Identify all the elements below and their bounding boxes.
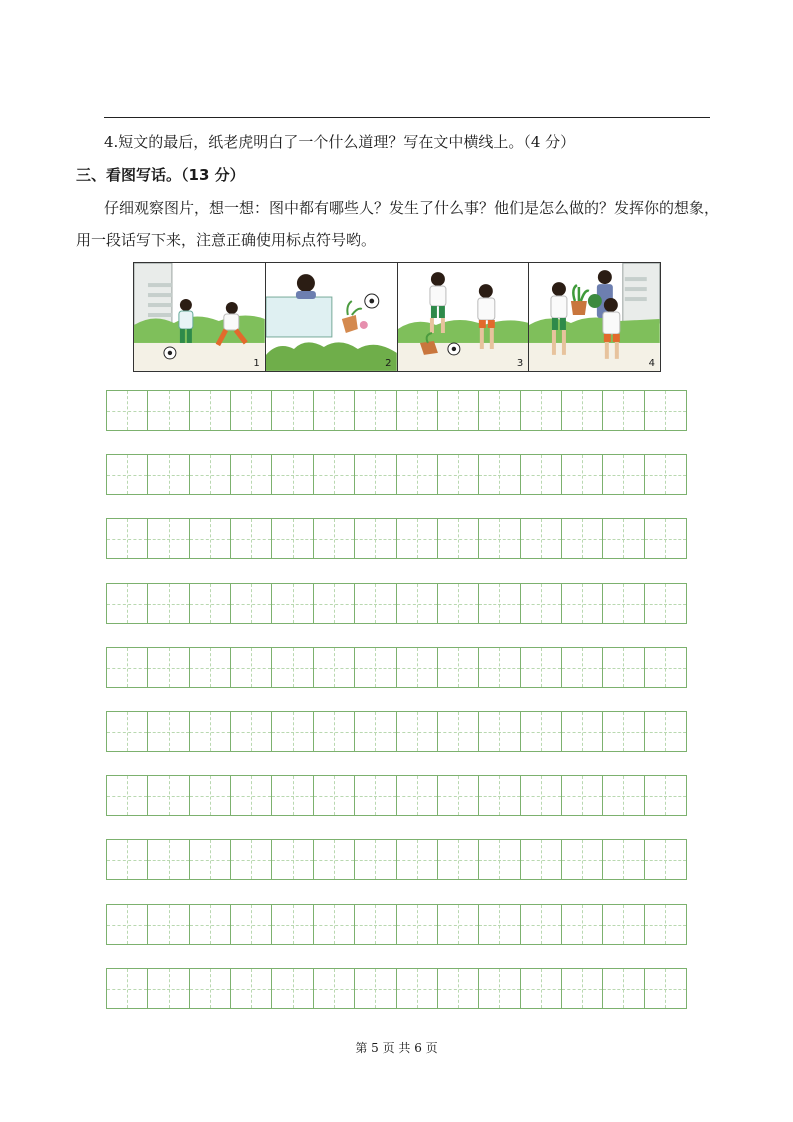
- writing-grid-cell[interactable]: [438, 712, 479, 751]
- writing-grid-cell[interactable]: [148, 905, 189, 944]
- writing-grid-cell[interactable]: [562, 840, 603, 879]
- writing-grid-cell[interactable]: [645, 648, 686, 687]
- writing-grid-row[interactable]: [106, 647, 687, 688]
- writing-grid-cell[interactable]: [397, 969, 438, 1008]
- writing-grid-cell[interactable]: [355, 776, 396, 815]
- picture-panel-1: [134, 263, 266, 371]
- writing-grid-cell[interactable]: [645, 712, 686, 751]
- writing-grid-cell[interactable]: [190, 519, 231, 558]
- writing-grid-cell[interactable]: [190, 455, 231, 494]
- writing-grid-row[interactable]: [106, 518, 687, 559]
- writing-grid-cell[interactable]: [231, 712, 272, 751]
- writing-grid-cell[interactable]: [645, 969, 686, 1008]
- writing-grid-cell[interactable]: [603, 519, 644, 558]
- writing-grid-cell[interactable]: [148, 648, 189, 687]
- writing-grid-cell[interactable]: [479, 519, 520, 558]
- writing-grid-cell[interactable]: [645, 391, 686, 430]
- writing-grid-row[interactable]: [106, 583, 687, 624]
- writing-grid-cell[interactable]: [603, 905, 644, 944]
- writing-grid-cell[interactable]: [355, 584, 396, 623]
- writing-grid-cell[interactable]: [107, 455, 148, 494]
- picture-panel-4: [529, 263, 660, 371]
- writing-grid-cell[interactable]: [397, 584, 438, 623]
- writing-grid-cell[interactable]: [355, 905, 396, 944]
- writing-grid-cell[interactable]: [521, 905, 562, 944]
- writing-grid-cell[interactable]: [148, 712, 189, 751]
- writing-grid-cell[interactable]: [107, 648, 148, 687]
- writing-grid-cell[interactable]: [397, 455, 438, 494]
- writing-grid-cell[interactable]: [521, 455, 562, 494]
- writing-grid-cell[interactable]: [148, 584, 189, 623]
- writing-grid-cell[interactable]: [603, 584, 644, 623]
- writing-grid-cell[interactable]: [562, 519, 603, 558]
- writing-grid-cell[interactable]: [272, 455, 313, 494]
- writing-grid-cell[interactable]: [231, 840, 272, 879]
- writing-grid-cell[interactable]: [603, 969, 644, 1008]
- question-4: 4.短文的最后，纸老虎明白了一个什么道理？写在文中横线上。（4 分）: [104, 133, 576, 151]
- writing-grid-cell[interactable]: [562, 391, 603, 430]
- writing-grid-cell[interactable]: [231, 905, 272, 944]
- writing-grid-cell[interactable]: [645, 519, 686, 558]
- page-footer: 第 5 页 共 6 页: [355, 1041, 438, 1055]
- writing-grid-cell[interactable]: [603, 391, 644, 430]
- writing-grid-cell[interactable]: [148, 969, 189, 1008]
- writing-grid-cell[interactable]: [107, 905, 148, 944]
- writing-grid-cell[interactable]: [562, 712, 603, 751]
- writing-grid-cell[interactable]: [314, 584, 355, 623]
- writing-grid-cell[interactable]: [272, 519, 313, 558]
- writing-grid-cell[interactable]: [562, 455, 603, 494]
- writing-grid-cell[interactable]: [521, 776, 562, 815]
- writing-grid-cell[interactable]: [479, 840, 520, 879]
- writing-grid-cell[interactable]: [314, 969, 355, 1008]
- writing-grid-cell[interactable]: [107, 712, 148, 751]
- writing-grid-cell[interactable]: [645, 840, 686, 879]
- panel-number: 1: [253, 358, 260, 369]
- writing-grid-cell[interactable]: [355, 712, 396, 751]
- broken-flowerpot-illustration: [398, 263, 529, 371]
- writing-grid-cell[interactable]: [355, 519, 396, 558]
- returning-flowerpot-illustration: [529, 263, 660, 371]
- writing-grid-cell[interactable]: [479, 712, 520, 751]
- writing-grid-cell[interactable]: [231, 648, 272, 687]
- writing-grid-cell[interactable]: [562, 648, 603, 687]
- writing-grid-cell[interactable]: [231, 584, 272, 623]
- writing-grid-cell[interactable]: [438, 969, 479, 1008]
- writing-grid-cell[interactable]: [397, 712, 438, 751]
- writing-grid-cell[interactable]: [231, 455, 272, 494]
- picture-strip: [133, 262, 661, 372]
- writing-grid-cell[interactable]: [479, 648, 520, 687]
- writing-grid-cell[interactable]: [645, 584, 686, 623]
- writing-grid-cell[interactable]: [190, 391, 231, 430]
- writing-grid-cell[interactable]: [479, 776, 520, 815]
- writing-grid-cell[interactable]: [397, 840, 438, 879]
- writing-grid-cell[interactable]: [438, 905, 479, 944]
- writing-grid-cell[interactable]: [521, 584, 562, 623]
- writing-grid-cell[interactable]: [438, 840, 479, 879]
- writing-grid-cell[interactable]: [562, 969, 603, 1008]
- writing-grid-cell[interactable]: [190, 776, 231, 815]
- writing-grid-cell[interactable]: [397, 519, 438, 558]
- writing-grid-cell[interactable]: [314, 776, 355, 815]
- writing-grid-row[interactable]: [106, 390, 687, 431]
- writing-grid-cell[interactable]: [521, 648, 562, 687]
- writing-grid-cell[interactable]: [521, 712, 562, 751]
- section-3-instruction: 仔细观察图片，想一想：图中都有哪些人？发生了什么事？他们是怎么做的？发挥你的想象，用一段话写下来，注意正确使用标点符号哟。: [76, 199, 720, 249]
- answer-line[interactable]: [104, 117, 710, 118]
- writing-grid-cell[interactable]: [107, 584, 148, 623]
- writing-grid-cell[interactable]: [190, 584, 231, 623]
- writing-grid-cell[interactable]: [479, 905, 520, 944]
- window-flowerpot-illustration: [266, 263, 397, 371]
- panel-number: 3: [516, 358, 524, 369]
- writing-grid-cell[interactable]: [272, 969, 313, 1008]
- writing-grid-cell[interactable]: [107, 840, 148, 879]
- writing-grid-cell[interactable]: [314, 905, 355, 944]
- writing-grid-row[interactable]: [106, 904, 687, 945]
- writing-grid-cell[interactable]: [521, 840, 562, 879]
- writing-grid-cell[interactable]: [272, 905, 313, 944]
- writing-grid-row[interactable]: [106, 454, 687, 495]
- writing-grid-cell[interactable]: [479, 455, 520, 494]
- writing-grid-cell[interactable]: [438, 584, 479, 623]
- writing-grid-cell[interactable]: [438, 455, 479, 494]
- writing-grid-row[interactable]: [106, 711, 687, 752]
- writing-grid-cell[interactable]: [603, 840, 644, 879]
- writing-grid-cell[interactable]: [272, 712, 313, 751]
- panel-number: 2: [385, 358, 392, 369]
- writing-grid-cell[interactable]: [397, 648, 438, 687]
- writing-grid-cell[interactable]: [355, 391, 396, 430]
- writing-grid-cell[interactable]: [479, 969, 520, 1008]
- writing-grid-cell[interactable]: [562, 905, 603, 944]
- writing-grid-cell[interactable]: [314, 648, 355, 687]
- writing-grid-cell[interactable]: [645, 905, 686, 944]
- writing-grid-cell[interactable]: [603, 648, 644, 687]
- writing-grid-cell[interactable]: [397, 391, 438, 430]
- writing-grid-cell[interactable]: [645, 455, 686, 494]
- writing-grid-cell[interactable]: [231, 969, 272, 1008]
- writing-grid-cell[interactable]: [148, 391, 189, 430]
- writing-grid-row[interactable]: [106, 775, 687, 816]
- writing-grid-cell[interactable]: [355, 455, 396, 494]
- writing-grid-cell[interactable]: [272, 584, 313, 623]
- writing-grid-cell[interactable]: [479, 584, 520, 623]
- writing-grid-row[interactable]: [106, 968, 687, 1009]
- writing-grid-cell[interactable]: [107, 391, 148, 430]
- writing-grid-cell[interactable]: [107, 519, 148, 558]
- writing-grid-cell[interactable]: [438, 519, 479, 558]
- writing-grid-cell[interactable]: [355, 648, 396, 687]
- picture-panel-2: [266, 263, 398, 371]
- writing-grid-cell[interactable]: [397, 905, 438, 944]
- writing-grid-cell[interactable]: [521, 969, 562, 1008]
- picture-panel-3: [398, 263, 530, 371]
- writing-grid-cell[interactable]: [603, 776, 644, 815]
- writing-grid-cell[interactable]: [355, 840, 396, 879]
- writing-grid-cell[interactable]: [190, 840, 231, 879]
- football-scene-illustration: [134, 263, 265, 371]
- writing-grid-cell[interactable]: [355, 969, 396, 1008]
- writing-grid-cell[interactable]: [272, 840, 313, 879]
- writing-grid-cell[interactable]: [107, 969, 148, 1008]
- writing-grid-cell[interactable]: [190, 905, 231, 944]
- section-3-title: 三、看图写话。（13 分）: [76, 166, 245, 184]
- writing-grid-cell[interactable]: [190, 648, 231, 687]
- writing-grid-cell[interactable]: [314, 519, 355, 558]
- writing-grid-cell[interactable]: [231, 391, 272, 430]
- writing-grid-cell[interactable]: [521, 519, 562, 558]
- writing-grid-cell[interactable]: [314, 455, 355, 494]
- writing-grid-cell[interactable]: [562, 584, 603, 623]
- writing-grid-cell[interactable]: [148, 840, 189, 879]
- writing-grid-cell[interactable]: [438, 776, 479, 815]
- writing-grid-cell[interactable]: [479, 391, 520, 430]
- writing-grid-cell[interactable]: [645, 776, 686, 815]
- writing-grid-cell[interactable]: [438, 648, 479, 687]
- writing-grid-cell[interactable]: [562, 776, 603, 815]
- writing-grid-row[interactable]: [106, 839, 687, 880]
- writing-grid-cell[interactable]: [190, 712, 231, 751]
- writing-grid-cell[interactable]: [272, 648, 313, 687]
- writing-grid-cell[interactable]: [603, 455, 644, 494]
- writing-grid-cell[interactable]: [231, 519, 272, 558]
- writing-grid-cell[interactable]: [272, 391, 313, 430]
- writing-grid-cell[interactable]: [314, 712, 355, 751]
- writing-grid-cell[interactable]: [148, 519, 189, 558]
- writing-grid-cell[interactable]: [190, 969, 231, 1008]
- writing-grid-cell[interactable]: [231, 776, 272, 815]
- writing-grid-cell[interactable]: [148, 455, 189, 494]
- writing-grid-cell[interactable]: [397, 776, 438, 815]
- writing-grid-cell[interactable]: [107, 776, 148, 815]
- writing-grid-cell[interactable]: [314, 391, 355, 430]
- writing-grid-cell[interactable]: [603, 712, 644, 751]
- writing-grid-cell[interactable]: [314, 840, 355, 879]
- writing-grid-cell[interactable]: [272, 776, 313, 815]
- writing-grid-cell[interactable]: [438, 391, 479, 430]
- panel-number: 4: [648, 358, 655, 369]
- writing-grid-cell[interactable]: [148, 776, 189, 815]
- writing-grid-cell[interactable]: [521, 391, 562, 430]
